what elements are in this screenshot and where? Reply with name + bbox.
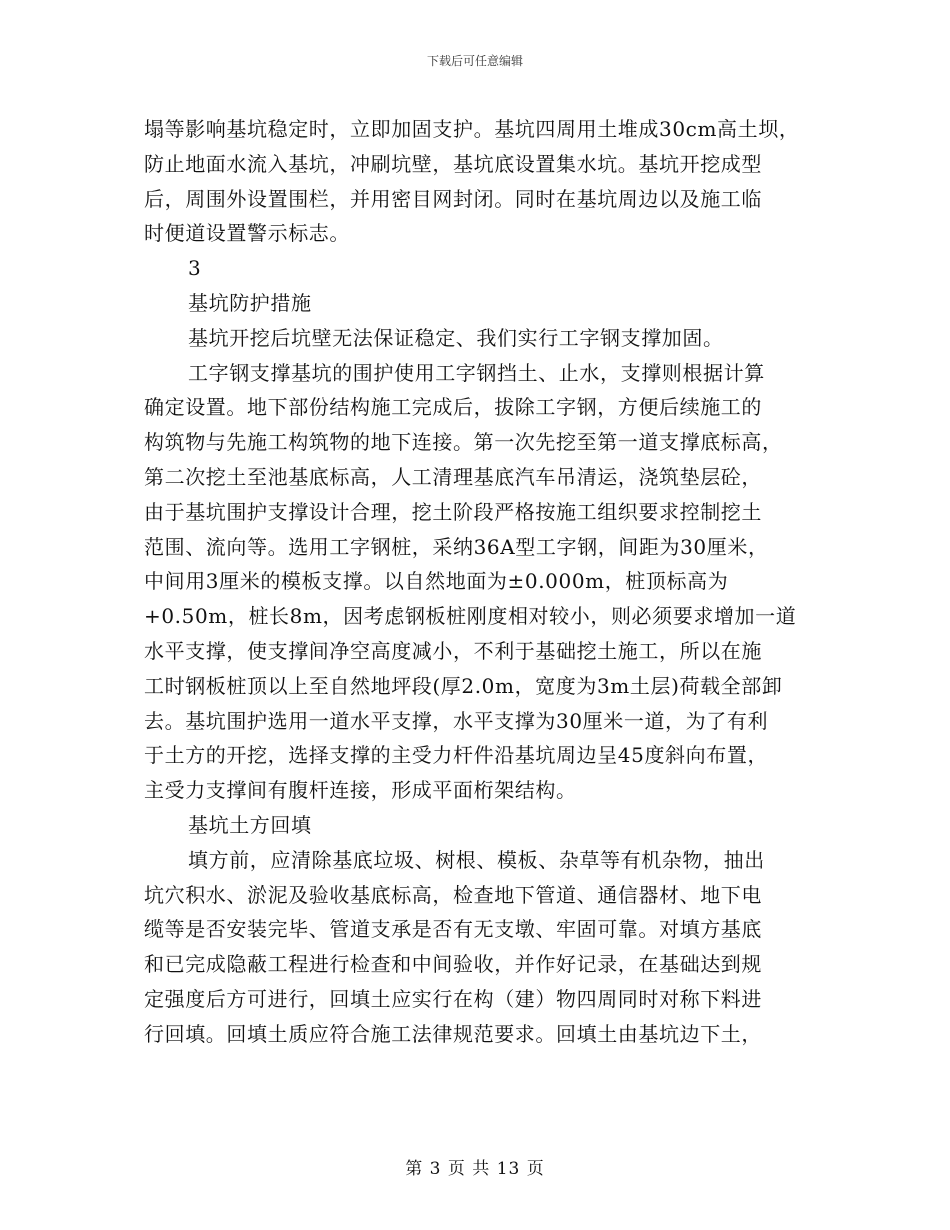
text-line: +0.50m，桩长8m，因考虑钢板桩刚度相对较小，则必须要求增加一道 — [144, 604, 797, 629]
page-header: 下载后可任意编辑 — [426, 54, 523, 68]
text-line: 水平支撑，使支撑间净空高度减小，不利于基础挖土施工，所以在施 — [144, 638, 762, 663]
text-line: 缆等是否安装完毕、管道支承是否有无支墩、牢固可靠。对填方基底 — [144, 917, 762, 942]
text-line: 第二次挖土至池基底标高，人工清理基底汽车吊清运，浇筑垫层砼， — [144, 464, 762, 489]
text-line: 坑穴积水、淤泥及验收基底标高，检查地下管道、通信器材、地下电 — [144, 882, 762, 907]
page-footer: 第 3 页 共 13 页 — [405, 1159, 545, 1179]
text-line: 工时钢板桩顶以上至自然地坪段(厚2.0m，宽度为3m土层)荷载全部卸 — [144, 673, 783, 698]
text-line: 由于基坑围护支撑设计合理，挖土阶段严格按施工组织要求控制挖土 — [144, 499, 762, 524]
text-line: 基坑防护措施 — [188, 290, 312, 315]
text-line: 基坑开挖后坑壁无法保证稳定、我们实行工字钢支撑加固。 — [188, 325, 724, 350]
text-line: 后，周围外设置围栏，并用密目网封闭。同时在基坑周边以及施工临 — [144, 186, 762, 211]
text-line: 范围、流向等。选用工字钢桩，采纳36A型工字钢，间距为30厘米， — [144, 534, 769, 559]
text-line: 防止地面水流入基坑，冲刷坑壁，基坑底设置集水坑。基坑开挖成型 — [144, 151, 762, 176]
text-line: 时便道设置警示标志。 — [144, 221, 350, 246]
text-line: 主受力支撑间有腹杆连接，形成平面桁架结构。 — [144, 778, 577, 803]
text-line: 行回填。回填土质应符合施工法律规范要求。回填土由基坑边下土， — [144, 1021, 762, 1046]
text-line: 去。基坑围护选用一道水平支撑，水平支撑为30厘米一道，为了有利 — [144, 708, 769, 733]
text-line: 工字钢支撑基坑的围护使用工字钢挡土、止水，支撑则根据计算 — [188, 360, 765, 385]
text-line: 中间用3厘米的模板支撑。以自然地面为±0.000m，桩顶标高为 — [144, 569, 729, 594]
text-line: 和已完成隐蔽工程进行检查和中间验收，并作好记录，在基础达到规 — [144, 952, 762, 977]
text-line: 于土方的开挖，选择支撑的主受力杆件沿基坑周边呈45度斜向布置， — [144, 743, 769, 768]
text-line: 构筑物与先施工构筑物的地下连接。第一次先挖至第一道支撑底标高， — [144, 430, 783, 455]
text-line: 确定设置。地下部份结构施工完成后，拔除工字钢，方便后续施工的 — [144, 395, 762, 420]
document-body — [144, 112, 814, 1052]
text-line: 3 — [188, 256, 202, 281]
text-line: 塌等影响基坑稳定时，立即加固支护。基坑四周用土堆成30cm高土坝， — [144, 117, 800, 141]
text-line: 填方前，应清除基底垃圾、树根、模板、杂草等有机杂物，抽出 — [188, 847, 765, 872]
text-line: 定强度后方可进行，回填土应实行在构（建）物四周同时对称下料进 — [144, 986, 762, 1011]
text-line: 基坑土方回填 — [188, 812, 312, 837]
